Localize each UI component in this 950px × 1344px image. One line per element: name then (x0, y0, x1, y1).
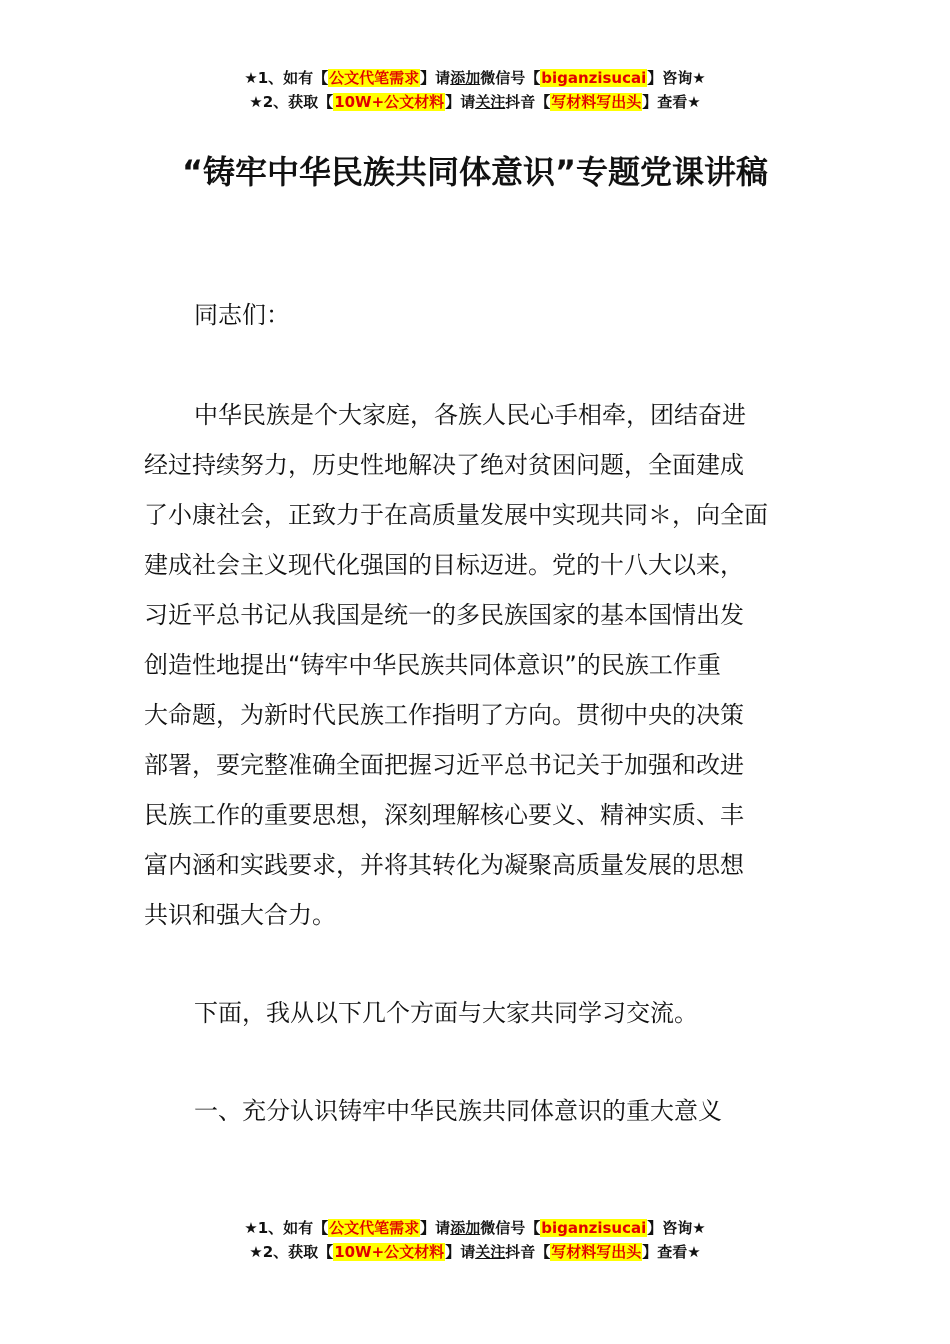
banner-underlined: 关注 (475, 93, 506, 111)
paragraph-line: 大命题，为新时代民族工作指明了方向。贯彻中央的决策 (144, 701, 744, 729)
banner-wechat-id: biganzisucai (541, 69, 647, 87)
paragraph-line: 共识和强大合力。 (144, 901, 336, 929)
banner-underlined: 关注 (475, 1243, 506, 1261)
banner-text: 】咨询★ (647, 69, 706, 87)
banner-text: ★1、如有 (244, 1219, 314, 1237)
paragraph-line: 创造性地提出“铸牢中华民族共同体意识”的民族工作重 (144, 651, 721, 679)
paragraph-line: 部署，要完整准确全面把握习近平总书记关于加强和改进 (144, 751, 744, 779)
banner-text: 微信号【 (480, 1219, 541, 1237)
banner-underlined: 添加 (450, 69, 481, 87)
header-banner (0, 66, 950, 114)
banner-line-1 (0, 66, 950, 90)
banner-text: ★2、获取 (249, 1243, 319, 1261)
banner-text: 微信号【 (480, 69, 541, 87)
paragraph-line: 中华民族是个大家庭，各族人民心手相牵，团结奋进 (194, 401, 746, 429)
paragraph-1 (144, 390, 824, 940)
banner-text: ★1、如有 (244, 69, 314, 87)
paragraph-line: 富内涵和实践要求，并将其转化为凝聚高质量发展的思想 (144, 851, 744, 879)
banner-highlight: 10W+公文材料 (334, 1243, 445, 1261)
banner-douyin-id: 写材料写出头 (551, 93, 642, 111)
banner-underlined: 添加 (450, 1219, 481, 1237)
banner-wechat-id: biganzisucai (541, 1219, 647, 1237)
footer-banner (0, 1216, 950, 1264)
banner-highlight: 公文代笔需求 (329, 1219, 420, 1237)
banner-text: 】请 (420, 1219, 451, 1237)
paragraph-line: 民族工作的重要思想，深刻理解核心要义、精神实质、丰 (144, 801, 744, 829)
banner-text: 】请 (420, 69, 451, 87)
banner-text: 】咨询★ (647, 1219, 706, 1237)
banner-text: 抖音【 (505, 93, 551, 111)
paragraph-2: 下面，我从以下几个方面与大家共同学习交流。 (194, 999, 698, 1027)
banner-highlight: 公文代笔需求 (329, 69, 420, 87)
paragraph-line: 了小康社会，正致力于在高质量发展中实现共同＊，向全面 (144, 501, 768, 529)
banner-line-1 (0, 1216, 950, 1240)
banner-text: 抖音【 (505, 1243, 551, 1261)
banner-text: 】请 (445, 93, 476, 111)
banner-douyin-id: 写材料写出头 (551, 1243, 642, 1261)
salutation: 同志们： (194, 301, 290, 329)
banner-text: 【 (318, 1243, 334, 1261)
banner-line-2 (0, 90, 950, 114)
section-heading-1: 一、充分认识铸牢中华民族共同体意识的重大意义 (194, 1097, 722, 1125)
banner-text: 】请 (445, 1243, 476, 1261)
paragraph-line: 建成社会主义现代化强国的目标迈进。党的十八大以来， (144, 551, 744, 579)
banner-text: 】查看★ (642, 93, 701, 111)
banner-highlight: 10W+公文材料 (334, 93, 445, 111)
paragraph-line: 习近平总书记从我国是统一的多民族国家的基本国情出发 (144, 601, 744, 629)
banner-text: 【 (313, 69, 329, 87)
document-title: “铸牢中华民族共同体意识”专题党课讲稿 (181, 153, 769, 191)
banner-text: 【 (318, 93, 334, 111)
banner-text: 【 (313, 1219, 329, 1237)
paragraph-line: 经过持续努力，历史性地解决了绝对贫困问题，全面建成 (144, 451, 744, 479)
banner-text: 】查看★ (642, 1243, 701, 1261)
banner-text: ★2、获取 (249, 93, 319, 111)
banner-line-2 (0, 1240, 950, 1264)
